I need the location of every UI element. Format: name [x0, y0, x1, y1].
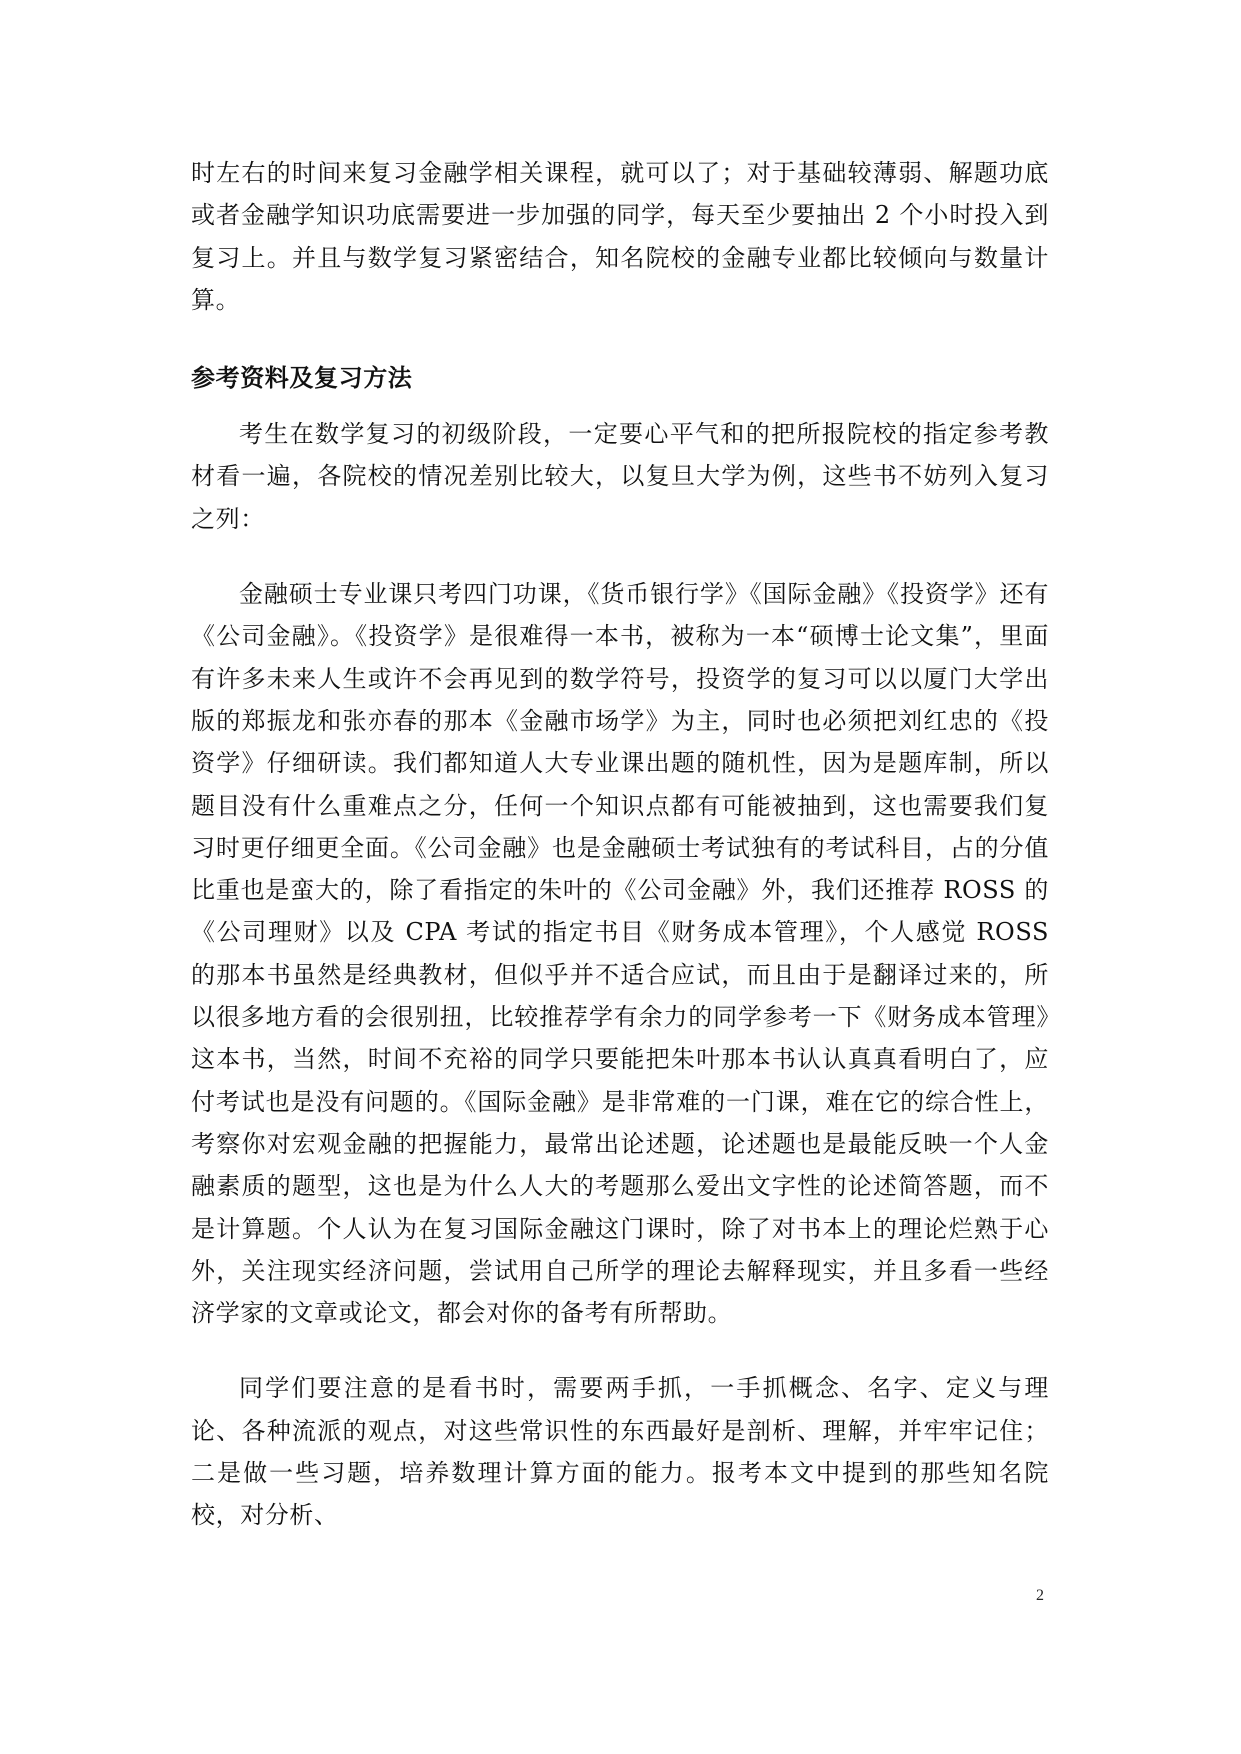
paragraph-2: 考生在数学复习的初级阶段，一定要心平气和的把所报院校的指定参考教材看一遍，各院校的情况差别比较大，以复旦大学为例，这些书不妨列入复习之列： [191, 420, 1049, 533]
section-heading: 参考资料及复习方法 [191, 364, 413, 393]
page-number: 2 [1036, 1587, 1044, 1604]
paragraph-1: 时左右的时间来复习金融学相关课程，就可以了；对于基础较薄弱、解题功底或者金融学知识功底需要进一步加强的同学，每天至少要抽出 2 个小时投入到复习上。并且与数学复习紧密结合，知名院校的金融专业都比较倾向与数量计算。 [191, 159, 1049, 314]
document-body [191, 152, 1049, 1537]
paragraph-4: 同学们要注意的是看书时，需要两手抓，一手抓概念、名字、定义与理论、各种流派的观点，对这些常识性的东西最好是剖析、理解，并牢牢记住；二是做一些习题，培养数理计算方面的能力。报考本文中提到的那些知名院校，对分析、 [191, 1374, 1049, 1530]
paragraph-3: 金融硕士专业课只考四门功课，《货币银行学》《国际金融》《投资学》还有《公司金融》。《投资学》是很难得一本书，被称为一本“硕博士论文集”，里面有许多未来人生或许不会再见到的数学符号，投资学的复习可以以厦门大学出版的郑振龙和张亦春的那本《金融市场学》为主，同时也必须把刘红忠的《投资学》仔细研读。我们都知道人大专业课出题的随机性，因为是题库制，所以题目没有什么重难点之分，任何一个知识点都有可能被抽到，这也需要我们复习时更仔细更全面。《公司金融》也是金融硕士考试独有的考试科目，占的分值比重也是蛮大的，除了看指定的朱叶的《公司金融》外，我们还推荐 ROSS 的《公司理财》以及 CPA 考试的指定书目《财务成本管理》，个人感觉 ROSS 的那本书虽然是经典教材，但似乎并不适合应试，而且由于是翻译过来的，所以很多地方看的会很别扭，比较推荐学有余力的同学参考一下《财务成本管理》这本书，当然，时间不充裕的同学只要能把朱叶那本书认认真真看明白了，应付考试也是没有问题的。《国际金融》是非常难的一门课，难在它的综合性上，考察你对宏观金融的把握能力，最常出论述题，论述题也是最能反映一个人金融素质的题型，这也是为什么人大的考题那么爱出文字性的论述简答题，而不是计算题。个人认为在复习国际金融这门课时，除了对书本上的理论烂熟于心外，关注现实经济问题，尝试用自己所学的理论去解释现实，并且多看一些经济学家的文章或论文，都会对你的备考有所帮助。 [191, 580, 1049, 1328]
